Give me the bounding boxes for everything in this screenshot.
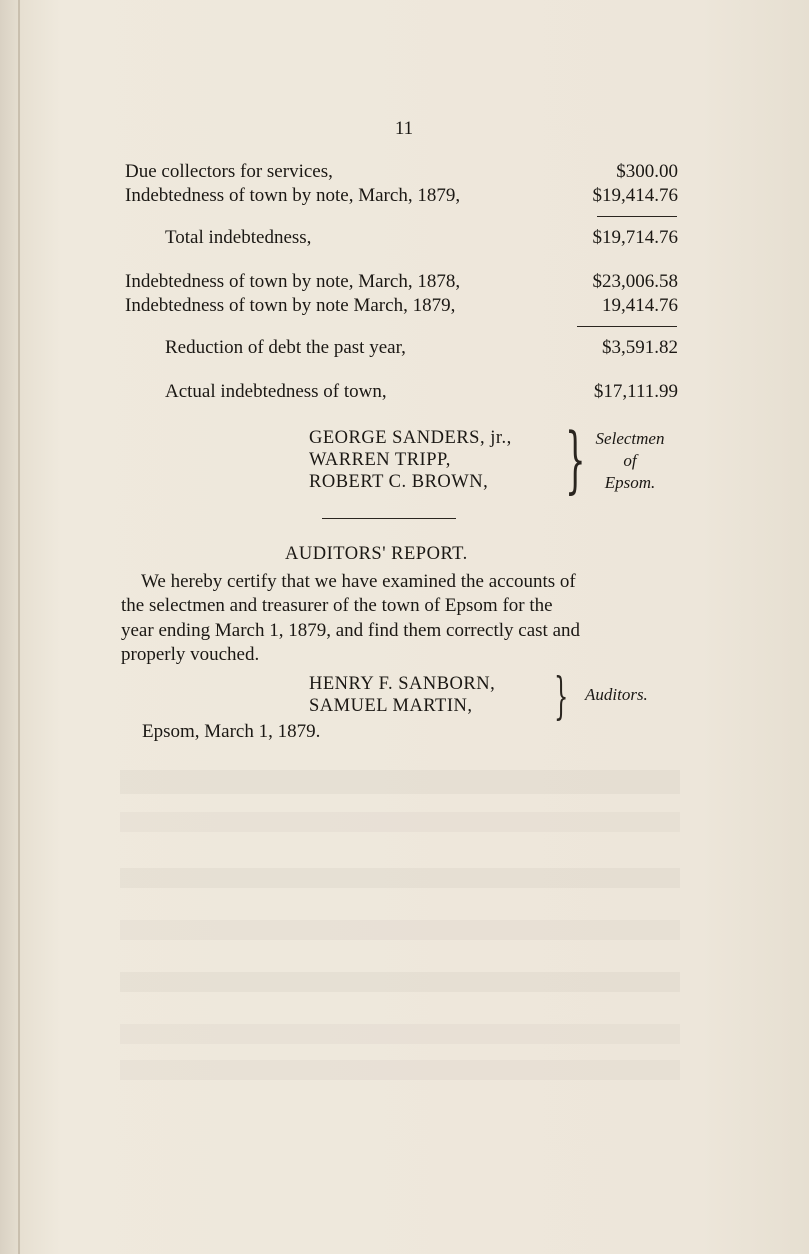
reduction-amount: $3,591.82 xyxy=(602,337,678,358)
indebtedness-1879-amount: $19,414.76 xyxy=(592,185,678,206)
due-collectors-label: Due collectors for services, xyxy=(125,161,333,182)
actual-indebtedness-label: Actual indebtedness of town, xyxy=(165,381,387,402)
auditors-report-line: We hereby certify that we have examined the accounts of xyxy=(141,571,576,592)
selectman-name: ROBERT C. BROWN, xyxy=(309,472,489,492)
page-spine xyxy=(18,0,20,1254)
section-divider xyxy=(322,518,456,519)
indebtedness-1879b-label: Indebtedness of town by note March, 1879, xyxy=(125,295,456,316)
auditor-name: SAMUEL MARTIN, xyxy=(309,696,473,716)
selectman-name: WARREN TRIPP, xyxy=(309,450,451,470)
actual-indebtedness-amount: $17,111.99 xyxy=(593,381,678,402)
indebtedness-1878-label: Indebtedness of town by note, March, 1878, xyxy=(125,271,461,292)
indebtedness-1878-amount: $23,006.58 xyxy=(592,271,678,292)
auditors-report-line: the selectmen and treasurer of the town of Epsom for the xyxy=(121,595,553,616)
page-number: 11 xyxy=(394,118,414,139)
reduction-label: Reduction of debt the past year, xyxy=(165,337,406,358)
auditors-report-line: year ending March 1, 1879, and find them correctly cast and xyxy=(121,620,581,641)
auditors-title: Auditors. xyxy=(585,685,648,704)
sum-rule-1 xyxy=(597,216,677,217)
selectmen-title: Epsom. xyxy=(604,473,656,492)
total-indebtedness-amount: $19,714.76 xyxy=(592,227,678,248)
auditors-brace: } xyxy=(554,667,569,725)
indebtedness-1879-label: Indebtedness of town by note, March, 1879, xyxy=(125,185,461,206)
date-line: Epsom, March 1, 1879. xyxy=(142,721,321,742)
total-indebtedness-label: Total indebtedness, xyxy=(165,227,312,248)
sum-rule-2 xyxy=(577,326,677,327)
selectmen-title: Selectmen xyxy=(595,429,665,448)
indebtedness-1879b-amount: 19,414.76 xyxy=(602,295,678,316)
selectmen-title: of xyxy=(623,451,637,470)
auditors-report-line: properly vouched. xyxy=(121,644,260,665)
due-collectors-amount: $300.00 xyxy=(616,161,678,182)
auditor-name: HENRY F. SANBORN, xyxy=(309,674,496,694)
auditors-report-heading: AUDITORS' REPORT. xyxy=(285,544,468,564)
selectmen-brace: } xyxy=(565,417,586,501)
selectman-name: GEORGE SANDERS, jr., xyxy=(309,428,512,448)
